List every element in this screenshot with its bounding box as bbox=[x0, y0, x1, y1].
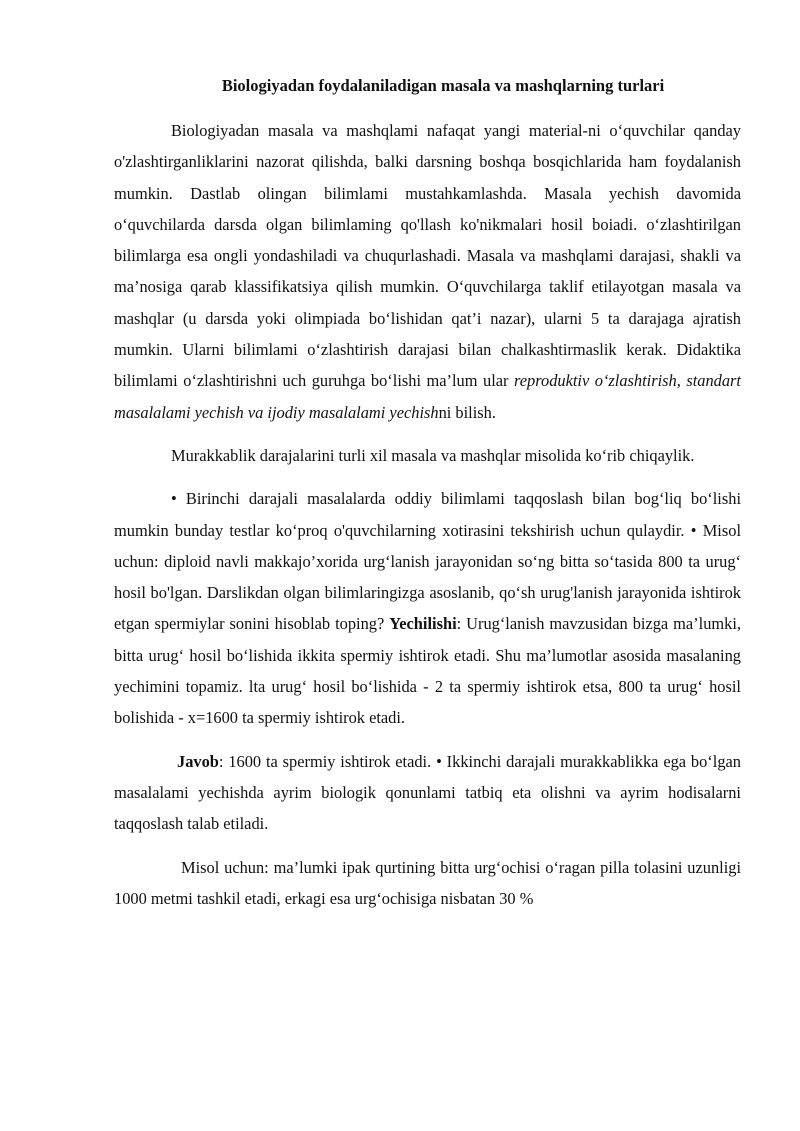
paragraph-1-text-b: , bbox=[676, 371, 687, 391]
document-title: Biologiyadan foydalaniladigan masala va mashqlarning turlari bbox=[221, 76, 665, 95]
paragraph-1-italic-a: reproduktiv o‘zlashtirish bbox=[514, 371, 677, 391]
paragraph-1 bbox=[114, 115, 741, 428]
paragraph-4-bold: Javob bbox=[177, 751, 219, 771]
paragraph-4 bbox=[114, 746, 741, 840]
paragraph-3-text-b: : Urug‘lanish mavzusidan bizga ma’lumki, bitta urug‘ hosil bo‘lishida ikkita spermiy ishtirok etadi. Shu ma’lumotlar asosida masalaning yechimini topamiz. lta urug‘ hosil bo‘lishida - 2 ta spermiy ishtirok etsa, 800 ta urug‘ hosil bolishida - x=1600 ta spermiy ishtirok etadi. bbox=[114, 614, 741, 728]
paragraph-3-text-a: • Birinchi darajali masalalarda oddiy bilimlami taqqoslash bilan bog‘liq bo‘lishi mumkin bunday testlar ko‘proq o'quvchilarning xotirasini tekshirish uchun qulaydir. • Misol uchun: diploid navli makkajo’xorida urg‘lanish jarayonidan so‘ng bitta so‘tasida 800 ta urug‘ hosil bo'lgan. Darslikdan olgan bilimlaringizga asoslanib, qo‘sh urug'lanish jarayonida ishtirok etgan spermiylar sonini hisoblab toping? bbox=[114, 489, 741, 634]
paragraph-3 bbox=[114, 483, 741, 733]
paragraph-4-text: : 1600 ta spermiy ishtirok etadi. • Ikkinchi darajali murakkablikka ega bo‘lgan masalalami yechishda ayrim biologik qonunlami tatbiq eta olishni va ayrim hodisalarni taqqoslash talab etiladi. bbox=[114, 751, 741, 834]
paragraph-1-text-c: ni bilish. bbox=[438, 402, 496, 422]
paragraph-5-text: Misol uchun: ma’lumki ipak qurtining bitta urg‘ochisi o‘ragan pilla tolasini uzunligi 1000 metmi tashkil etadi, erkagi esa urg‘ochisiga nisbatan 30 % bbox=[114, 857, 741, 908]
paragraph-2 bbox=[114, 440, 741, 471]
paragraph-5 bbox=[114, 852, 741, 915]
document-body bbox=[114, 115, 741, 914]
paragraph-1-text-a: Biologiyadan masala va mashqlami nafaqat yangi material-ni o‘quvchilar qanday o'zlashtirganliklarini nazorat qilishda, balki darsning boshqa bosqichlarida ham foydalanish mumkin. Dastlab olingan bilimlami mustahkamlashda. Masala yechish davomida o‘quvchilarda darsda olgan bilimlaming qo'llash ko'nikmalari hosil boiadi. o‘zlashtirilgan bilimlarga esa ongli yondashiladi va chuqurlashadi. Masala va mashqlami darajasi, shakli va ma’nosiga qarab klassifikatsiya qilish mumkin. O‘quvchilarga taklif etilayotgan masala va mashqlar (u darsda yoki olimpiada bo‘lishidan qat’i nazar), ularni 5 ta darajaga ajratish mumkin. Ularni bilimlami o‘zlashtirish darajasi bilan chalkashtirmaslik kerak. Didaktika bilimlami o‘zlashtirishni uch guruhga bo‘lishi ma’lum ular bbox=[114, 121, 741, 391]
paragraph-2-text: Murakkablik darajalarini turli xil masala va mashqlar misolida ko‘rib chiqaylik. bbox=[171, 445, 695, 465]
paragraph-1-italic-b: standart masalalami yechish va ijodiy masalalami yechish bbox=[114, 371, 741, 422]
paragraph-3-bold: Yechilishi bbox=[389, 614, 457, 634]
